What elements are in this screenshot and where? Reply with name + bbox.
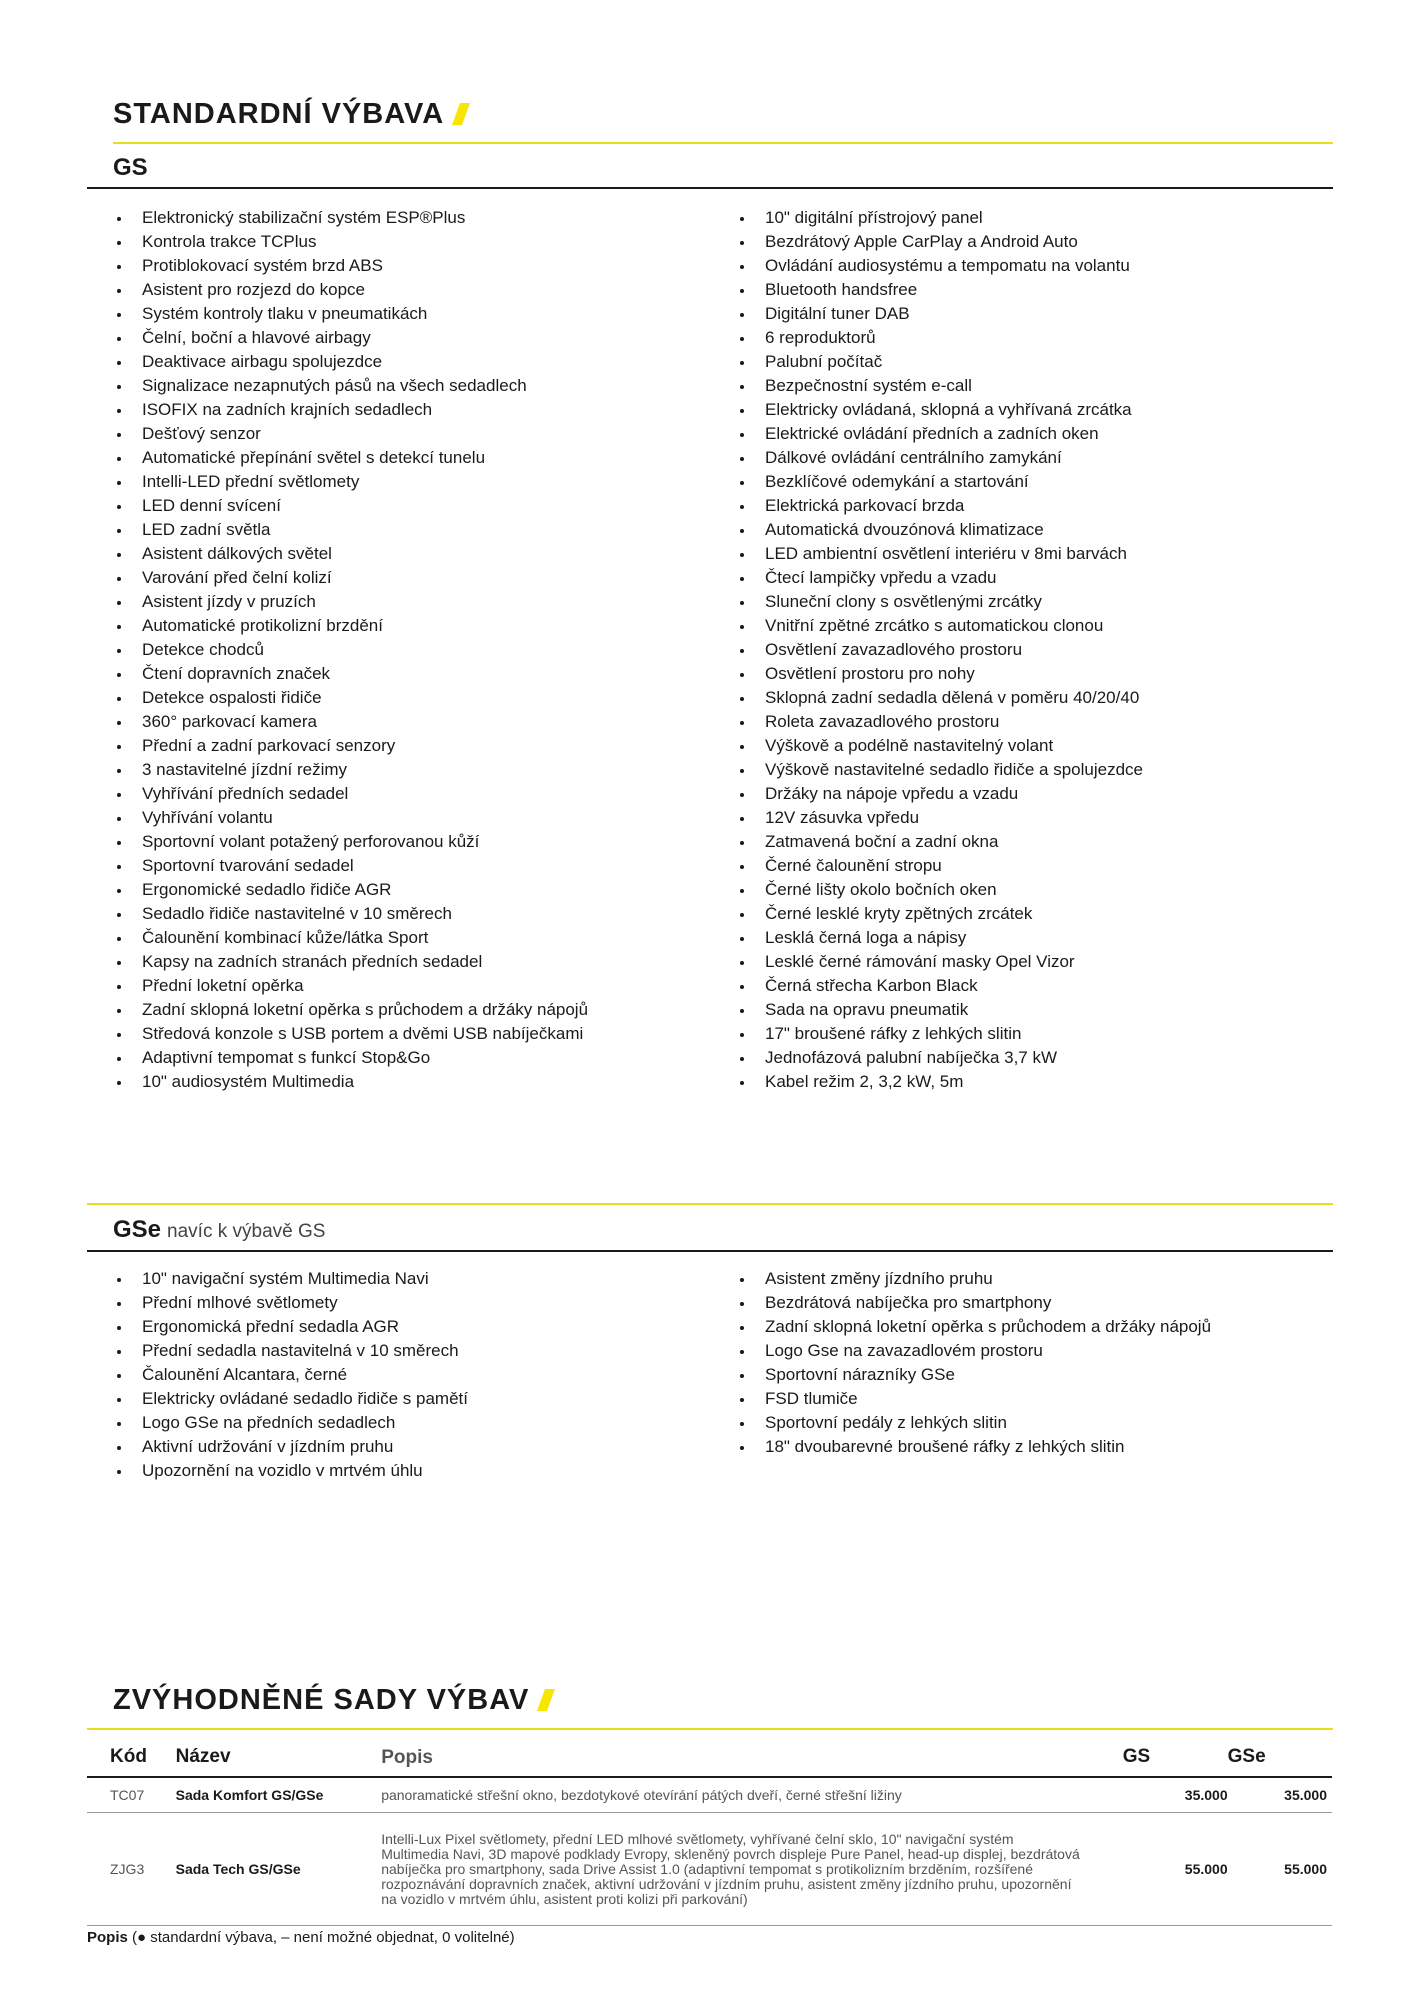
list-item: Sportovní volant potažený perforovanou kůží xyxy=(115,830,588,854)
list-item: Sportovní pedály z lehkých slitin xyxy=(738,1411,1211,1435)
list-item: Přední sedadla nastavitelná v 10 směrech xyxy=(115,1339,468,1363)
list-item: Logo GSe na předních sedadlech xyxy=(115,1411,468,1435)
list-item: Asistent dálkových světel xyxy=(115,542,588,566)
list-item: 10" digitální přístrojový panel xyxy=(738,206,1143,230)
divider xyxy=(87,1203,1333,1205)
divider xyxy=(113,142,1333,144)
list-item: Osvětlení prostoru pro nohy xyxy=(738,662,1143,686)
list-item: ISOFIX na zadních krajních sedadlech xyxy=(115,398,588,422)
list-item: Systém kontroly tlaku v pneumatikách xyxy=(115,302,588,326)
divider xyxy=(87,187,1333,189)
list-item: Kabel režim 2, 3,2 kW, 5m xyxy=(738,1070,1143,1094)
list-item: Čtecí lampičky vpředu a vzadu xyxy=(738,566,1143,590)
section-title-packages: ZVÝHODNĚNÉ SADY VÝBAV xyxy=(113,1684,551,1717)
list-item: Elektricky ovládaná, sklopná a vyhřívaná zrcátka xyxy=(738,398,1143,422)
col-name: Název xyxy=(176,1740,382,1777)
list-item: Digitální tuner DAB xyxy=(738,302,1143,326)
table-row xyxy=(87,1777,1332,1813)
list-item: Automatické přepínání světel s detekcí tunelu xyxy=(115,446,588,470)
section-title-standard: STANDARDNÍ VÝBAVA xyxy=(113,98,466,131)
list-item: Sada na opravu pneumatik xyxy=(738,998,1143,1022)
list-item: Černé lesklé kryty zpětných zrcátek xyxy=(738,902,1143,926)
list-item: Signalizace nezapnutých pásů na všech sedadlech xyxy=(115,374,588,398)
row-price-gse: 55.000 xyxy=(1228,1813,1332,1926)
list-item: Čalounění kombinací kůže/látka Sport xyxy=(115,926,588,950)
gs-heading: GS xyxy=(113,154,148,181)
table-row xyxy=(87,1813,1332,1926)
list-item: Lesklá černá loga a nápisy xyxy=(738,926,1143,950)
list-item: LED zadní světla xyxy=(115,518,588,542)
list-item: Detekce ospalosti řidiče xyxy=(115,686,588,710)
list-item: Varování před čelní kolizí xyxy=(115,566,588,590)
list-item: 6 reproduktorů xyxy=(738,326,1143,350)
list-item: Černé čalounění stropu xyxy=(738,854,1143,878)
list-item: Sluneční clony s osvětlenými zrcátky xyxy=(738,590,1143,614)
list-item: Bezklíčové odemykání a startování xyxy=(738,470,1143,494)
list-item: Deaktivace airbagu spolujezdce xyxy=(115,350,588,374)
row-desc: panoramatické střešní okno, bezdotykové otevírání pátých dveří, černé střešní ližiny xyxy=(381,1777,1123,1813)
list-item: Černá střecha Karbon Black xyxy=(738,974,1143,998)
list-item: Čelní, boční a hlavové airbagy xyxy=(115,326,588,350)
list-item: Sedadlo řidiče nastavitelné v 10 směrech xyxy=(115,902,588,926)
legend-text: (● standardní výbava, – není možné objednat, 0 volitelné) xyxy=(132,1929,515,1946)
list-item: Dešťový senzor xyxy=(115,422,588,446)
accent-slash-icon xyxy=(537,1689,555,1711)
list-item: 17" broušené ráfky z lehkých slitin xyxy=(738,1022,1143,1046)
row-desc: Intelli-Lux Pixel světlomety, přední LED mlhové světlomety, vyhřívané čelní sklo, 10" navigační systém Multimedia Navi, 3D mapové podklady Evropy, skleněný povrch displeje Pure Panel, head-up displej, bezdrátová nabíječka pro smartphony, sada Drive Assist 1.0 (adaptivní tempomat s protikolizním brzděním, rozšířené rozpoznávání dopravních značek, aktivní udržování v jízdním pruhu, asistent změny jízdního pruhu, upozornění na vozidlo v mrtvém úhlu, asistent proti kolizi při parkování) xyxy=(381,1813,1123,1926)
list-item: Vyhřívání předních sedadel xyxy=(115,782,588,806)
list-item: Logo Gse na zavazadlovém prostoru xyxy=(738,1339,1211,1363)
legend xyxy=(87,1929,515,1946)
packages-table xyxy=(87,1740,1332,1926)
list-item: Čalounění Alcantara, černé xyxy=(115,1363,468,1387)
list-item: Sklopná zadní sedadla dělená v poměru 40/20/40 xyxy=(738,686,1143,710)
list-item: Bluetooth handsfree xyxy=(738,278,1143,302)
list-item: Roleta zavazadlového prostoru xyxy=(738,710,1143,734)
list-item: Dálkové ovládání centrálního zamykání xyxy=(738,446,1143,470)
list-item: 18" dvoubarevné broušené ráfky z lehkých slitin xyxy=(738,1435,1211,1459)
list-item: Kontrola trakce TCPlus xyxy=(115,230,588,254)
gse-list-left xyxy=(115,1267,468,1483)
list-item: Automatické protikolizní brzdění xyxy=(115,614,588,638)
col-gse: GSe xyxy=(1228,1740,1332,1777)
gs-list-left xyxy=(115,206,588,1094)
accent-slash-icon xyxy=(452,103,470,125)
row-price-gse: 35.000 xyxy=(1228,1777,1332,1813)
list-item: Bezdrátový Apple CarPlay a Android Auto xyxy=(738,230,1143,254)
gse-list-right xyxy=(738,1267,1211,1459)
legend-label: Popis xyxy=(87,1929,128,1946)
table-header-row xyxy=(87,1740,1332,1777)
list-item: Protiblokovací systém brzd ABS xyxy=(115,254,588,278)
list-item: LED ambientní osvětlení interiéru v 8mi barvách xyxy=(738,542,1143,566)
list-item: Zadní sklopná loketní opěrka s průchodem a držáky nápojů xyxy=(738,1315,1211,1339)
list-item: 360° parkovací kamera xyxy=(115,710,588,734)
list-item: Palubní počítač xyxy=(738,350,1143,374)
row-price-gs: 55.000 xyxy=(1123,1813,1228,1926)
list-item: Osvětlení zavazadlového prostoru xyxy=(738,638,1143,662)
list-item: Ergonomická přední sedadla AGR xyxy=(115,1315,468,1339)
list-item: 3 nastavitelné jízdní režimy xyxy=(115,758,588,782)
row-name: Sada Tech GS/GSe xyxy=(176,1813,382,1926)
col-desc: Popis xyxy=(381,1740,1123,1777)
list-item: Elektronický stabilizační systém ESP®Plus xyxy=(115,206,588,230)
list-item: Detekce chodců xyxy=(115,638,588,662)
list-item: Asistent jízdy v pruzích xyxy=(115,590,588,614)
list-item: Černé lišty okolo bočních oken xyxy=(738,878,1143,902)
list-item: Elektricky ovládané sedadlo řidiče s pamětí xyxy=(115,1387,468,1411)
list-item: Bezdrátová nabíječka pro smartphony xyxy=(738,1291,1211,1315)
gs-list-right xyxy=(738,206,1143,1094)
list-item: Vnitřní zpětné zrcátko s automatickou clonou xyxy=(738,614,1143,638)
list-item: Kapsy na zadních stranách předních sedadel xyxy=(115,950,588,974)
col-code: Kód xyxy=(87,1740,176,1777)
list-item: Lesklé černé rámování masky Opel Vizor xyxy=(738,950,1143,974)
list-item: Elektrické ovládání předních a zadních oken xyxy=(738,422,1143,446)
list-item: Intelli-LED přední světlomety xyxy=(115,470,588,494)
list-item: 12V zásuvka vpředu xyxy=(738,806,1143,830)
row-price-gs: 35.000 xyxy=(1123,1777,1228,1813)
list-item: Asistent změny jízdního pruhu xyxy=(738,1267,1211,1291)
list-item: Přední loketní opěrka xyxy=(115,974,588,998)
row-name: Sada Komfort GS/GSe xyxy=(176,1777,382,1813)
gse-note: navíc k výbavě GS xyxy=(167,1221,326,1242)
list-item: Čtení dopravních značek xyxy=(115,662,588,686)
list-item: 10" audiosystém Multimedia xyxy=(115,1070,588,1094)
list-item: Asistent pro rozjezd do kopce xyxy=(115,278,588,302)
list-item: Sportovní tvarování sedadel xyxy=(115,854,588,878)
list-item: Přední a zadní parkovací senzory xyxy=(115,734,588,758)
list-item: Středová konzole s USB portem a dvěmi USB nabíječkami xyxy=(115,1022,588,1046)
divider xyxy=(87,1250,1333,1252)
list-item: Přední mlhové světlomety xyxy=(115,1291,468,1315)
list-item: FSD tlumiče xyxy=(738,1387,1211,1411)
list-item: LED denní svícení xyxy=(115,494,588,518)
list-item: Sportovní nárazníky GSe xyxy=(738,1363,1211,1387)
list-item: Upozornění na vozidlo v mrtvém úhlu xyxy=(115,1459,468,1483)
gse-heading: GSe navíc k výbavě GS xyxy=(113,1216,326,1243)
list-item: Aktivní udržování v jízdním pruhu xyxy=(115,1435,468,1459)
col-gs: GS xyxy=(1123,1740,1228,1777)
list-item: Automatická dvouzónová klimatizace xyxy=(738,518,1143,542)
list-item: Výškově a podélně nastavitelný volant xyxy=(738,734,1143,758)
list-item: Držáky na nápoje vpředu a vzadu xyxy=(738,782,1143,806)
list-item: Zadní sklopná loketní opěrka s průchodem a držáky nápojů xyxy=(115,998,588,1022)
list-item: Vyhřívání volantu xyxy=(115,806,588,830)
divider xyxy=(87,1728,1333,1730)
list-item: Ergonomické sedadlo řidiče AGR xyxy=(115,878,588,902)
list-item: Bezpečnostní systém e-call xyxy=(738,374,1143,398)
list-item: Elektrická parkovací brzda xyxy=(738,494,1143,518)
list-item: Jednofázová palubní nabíječka 3,7 kW xyxy=(738,1046,1143,1070)
row-code: TC07 xyxy=(87,1777,176,1813)
list-item: Výškově nastavitelné sedadlo řidiče a spolujezdce xyxy=(738,758,1143,782)
list-item: 10" navigační systém Multimedia Navi xyxy=(115,1267,468,1291)
list-item: Zatmavená boční a zadní okna xyxy=(738,830,1143,854)
list-item: Ovládání audiosystému a tempomatu na volantu xyxy=(738,254,1143,278)
row-code: ZJG3 xyxy=(87,1813,176,1926)
list-item: Adaptivní tempomat s funkcí Stop&Go xyxy=(115,1046,588,1070)
